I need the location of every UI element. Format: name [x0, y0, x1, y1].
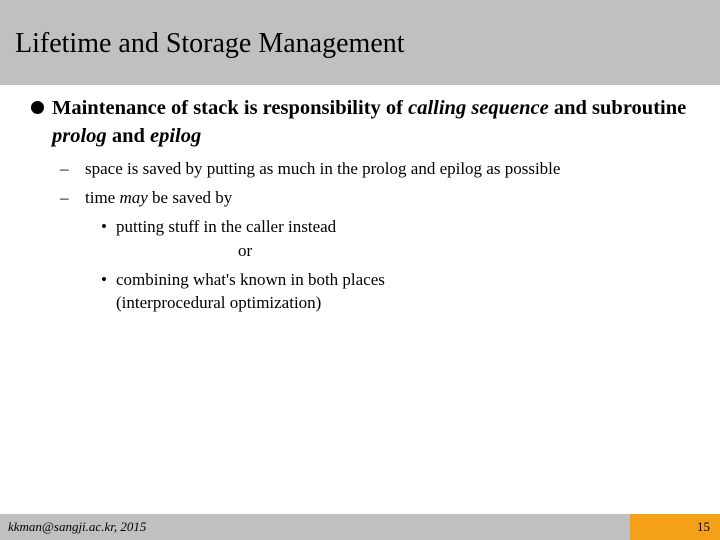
sub-bullet-1 — [85, 158, 560, 180]
sub-bullet-2 — [85, 187, 232, 209]
footer-email: kkman@sangji.ac.kr, 2015 — [8, 519, 147, 534]
sub-sub-bullet-dot-icon: • — [101, 217, 107, 236]
main-bullet-part-1: Maintenance of stack is responsibility of — [52, 97, 409, 119]
main-bullet-part-2: and subroutine — [548, 97, 687, 119]
sub-bullet-dash-icon: – — [60, 159, 69, 178]
sub-sub-bullet-dot-icon: • — [101, 270, 107, 289]
sub-bullet-dash-icon: – — [60, 188, 69, 207]
main-bullet-italic-1: calling sequence — [408, 97, 549, 119]
sub-sub-bullet-2-line-2: (interprocedural optimization) — [116, 293, 322, 312]
sub-bullet-2-italic: may — [119, 188, 148, 207]
sub-bullet-2-part-1: time — [85, 188, 120, 207]
sub-sub-bullet-1: putting stuff in the caller instead — [116, 217, 337, 236]
main-bullet-text — [52, 94, 702, 150]
or-text: or — [238, 241, 253, 260]
main-bullet-italic-3: epilog — [150, 125, 202, 147]
page-number: 15 — [697, 519, 710, 534]
page-number-bar — [630, 514, 720, 540]
main-bullet-icon — [31, 101, 44, 114]
main-bullet-italic-2: prolog — [52, 125, 107, 147]
main-bullet-part-3: and — [106, 125, 150, 147]
sub-sub-bullet-2-line-1: combining what's known in both places — [116, 270, 385, 289]
slide-title: Lifetime and Storage Management — [15, 28, 405, 59]
sub-bullet-1-text: space is saved by putting as much in the prolog and epilog as possible — [85, 159, 561, 178]
sub-bullet-2-part-2: be saved by — [147, 188, 233, 207]
